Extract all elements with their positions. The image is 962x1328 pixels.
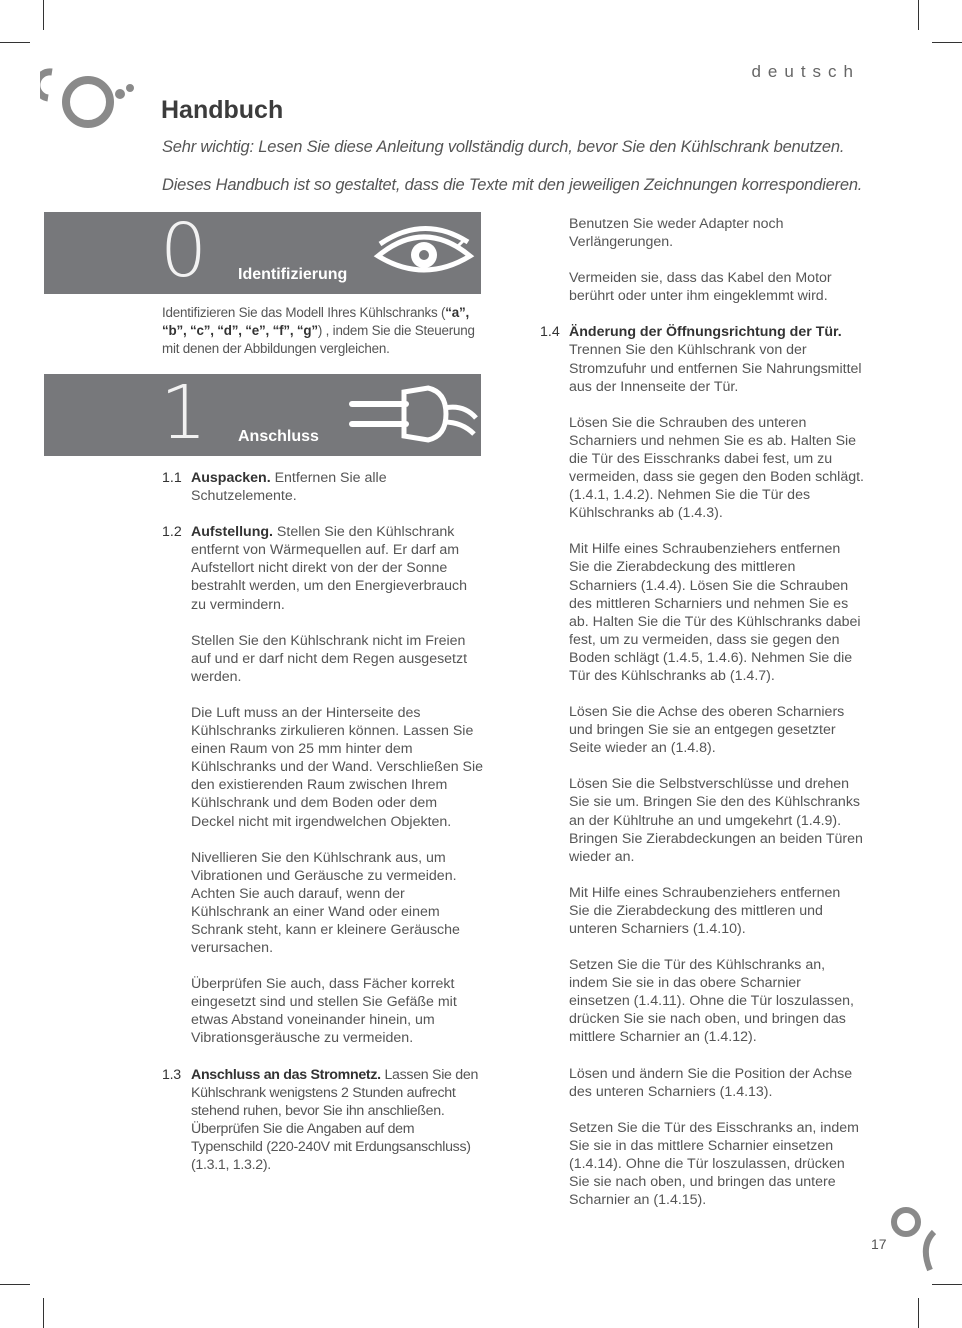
crop-mark — [43, 1298, 44, 1328]
paragraph: Vermeiden sie, dass das Kabel den Motor berührt oder unter ihm eingeklemmt wird. — [569, 270, 832, 305]
paragraph: Stellen Sie den Kühlschrank nicht im Freien auf und er darf nicht dem Regen ausgesetzt werden. — [191, 632, 468, 685]
paragraph: Mit Hilfe eines Schraubenziehers entfernen Sie die Zierabdeckung des mittleren und unteren Scharniers (1.4.10). — [569, 884, 841, 937]
plug-icon — [348, 382, 478, 448]
paragraph: Lösen Sie die Selbstverschlüsse und drehen Sie sie um. Bringen Sie den des Kühlschranks an der Kühltruhe an und umgekehrt (1.4.9). Bringen Sie Zierabdeckungen an beiden Türen wieder an. — [569, 776, 863, 865]
crop-mark — [43, 0, 44, 30]
item-1-3: 1.3 Anschluss an das Stromnetz. Lassen Sie den Kühlschrank wenigstens 2 Stunden aufrecht stehend ruhen, bevor Sie ihn anschließen. Überprüfen Sie die Angaben auf dem Typenschild (220-240V mit Erdungsanschluss) (1.3.1, 1.3.2). — [162, 1066, 479, 1173]
item-1-1: 1.1 Auspacken. Entfernen Sie alle Schutzelemente. — [162, 470, 387, 505]
section-band-connection — [44, 370, 481, 456]
crop-mark — [932, 1284, 962, 1285]
item-1-4: 1.4 Änderung der Öffnungsrichtung der Tür. Trennen Sie den Kühlschrank von der Stromzufuhr und entfernen Sie Nahrungsmittel aus der Innenseite der Tür. — [540, 324, 862, 395]
crop-mark — [918, 0, 919, 30]
paragraph: Nivellieren Sie den Kühlschrank aus, um Vibrationen und Geräusche zu vermeiden. Achten Sie auch darauf, wenn der Kühlschrank an einer Wand oder einem Schrank steht, kann er kleinere Geräusche verursachen. — [191, 849, 460, 957]
crop-mark — [0, 1284, 30, 1285]
paragraph: Überprüfen Sie auch, dass Fächer korrekt eingesetzt sind und stellen Sie Gefäße mit etwas Abstand voneinander hinein, um Vibrationsgeräusche zu vermeiden. — [191, 976, 457, 1047]
brand-logo-icon — [888, 1202, 938, 1272]
item-1-2: 1.2 Aufstellung. Stellen Sie den Kühlschrank entfernt von Wärmequellen auf. Er darf am Aufstellort nicht direkt von der der Sonne bestrahlt werden, um den Energieverbrauch zu vermindern. — [162, 524, 468, 613]
section-band-identification — [44, 208, 481, 294]
paragraph: Setzen Sie die Tür des Eisschranks an, indem Sie sie in das mittlere Scharnier einsetzen (1.4.14). Ohne die Tür loszulassen, drücken Sie sie nach oben, und bringen das untere Scharnier an (1.4.15). — [569, 1119, 859, 1209]
left-column — [162, 469, 484, 1192]
paragraph: Setzen Sie die Tür des Kühlschranks an, indem Sie sie in das obere Scharnier einsetzen (1.4.11). Ohne die Tür loszulassen, drücken Sie sie nach oben, und bringen das mittlere Scharnier an (1.4.12). — [569, 957, 854, 1046]
right-column — [540, 215, 864, 1227]
paragraph: Die Luft muss an der Hinterseite des Kühlschranks zirkulieren können. Lassen Sie einen Raum von 25 mm hinter dem Kühlschranks und der Wand. Verschließen Sie den existierenden Raum zwischen Ihrem Kühlschrank und dem Boden oder dem Deckel nicht mit irgendwelchen Objekten. — [191, 704, 484, 830]
paragraph: Lösen Sie die Schrauben des unteren Scharniers und nehmen Sie es ab. Halten Sie die Tür des Eisschranks dabei fest, um zu vermeiden, dass sie gegen den Boden schlägt. (1.4.1, 1.4.2). Nehmen Sie die Tür des Kühlschranks ab (1.4.3). — [569, 414, 864, 522]
paragraph: Mit Hilfe eines Schraubenziehers entfernen Sie die Zierabdeckung des mittleren Scharniers (1.4.4). Lösen Sie die Schrauben des mittleren Scharniers und nehmen Sie es ab. Halten Sie die Tür des Kühlschranks dabei fest, um zu vermeiden, dass sie gegen den Boden schlägt (1.4.5, 1.4.6). Nehmen Sie die Tür des Kühlschranks ab (1.4.7). — [569, 541, 861, 684]
section-label: Identifizierung — [238, 266, 348, 283]
crop-mark — [932, 42, 962, 43]
intro-important: Sehr wichtig: Lesen Sie diese Anleitung vollständig durch, bevor Sie den Kühlschrank benutzen. — [162, 138, 845, 156]
paragraph: Lösen Sie die Achse des oberen Scharniers und bringen Sie sie an entgegen gesetzter Seite wieder an (1.4.8). — [569, 704, 845, 757]
crop-mark — [0, 42, 30, 43]
identification-text: Identifizieren Sie das Modell Ihres Kühlschranks (“a”, “b”, “c”, “d”, “e”, “f”, “g”) , indem Sie die Steuerung mit denen der Abbildungen vergleichen. — [162, 305, 475, 356]
language-label: deutsch — [751, 62, 860, 81]
section-number: 1 — [160, 370, 208, 456]
page-number: 17 — [871, 1236, 887, 1252]
page-title: Handbuch — [161, 96, 284, 124]
section-number: 0 — [160, 208, 208, 294]
intro-description: Dieses Handbuch ist so gestaltet, dass die Texte mit den jeweiligen Zeichnungen korrespondieren. — [162, 176, 863, 194]
eye-icon — [372, 222, 476, 282]
crop-mark — [918, 1298, 919, 1328]
section-label: Anschluss — [238, 428, 319, 445]
brand-logo-icon — [40, 64, 140, 138]
paragraph: Lösen und ändern Sie die Position der Achse des unteren Scharniers (1.4.13). — [569, 1065, 853, 1100]
paragraph: Benutzen Sie weder Adapter noch Verlängerungen. — [569, 216, 784, 251]
